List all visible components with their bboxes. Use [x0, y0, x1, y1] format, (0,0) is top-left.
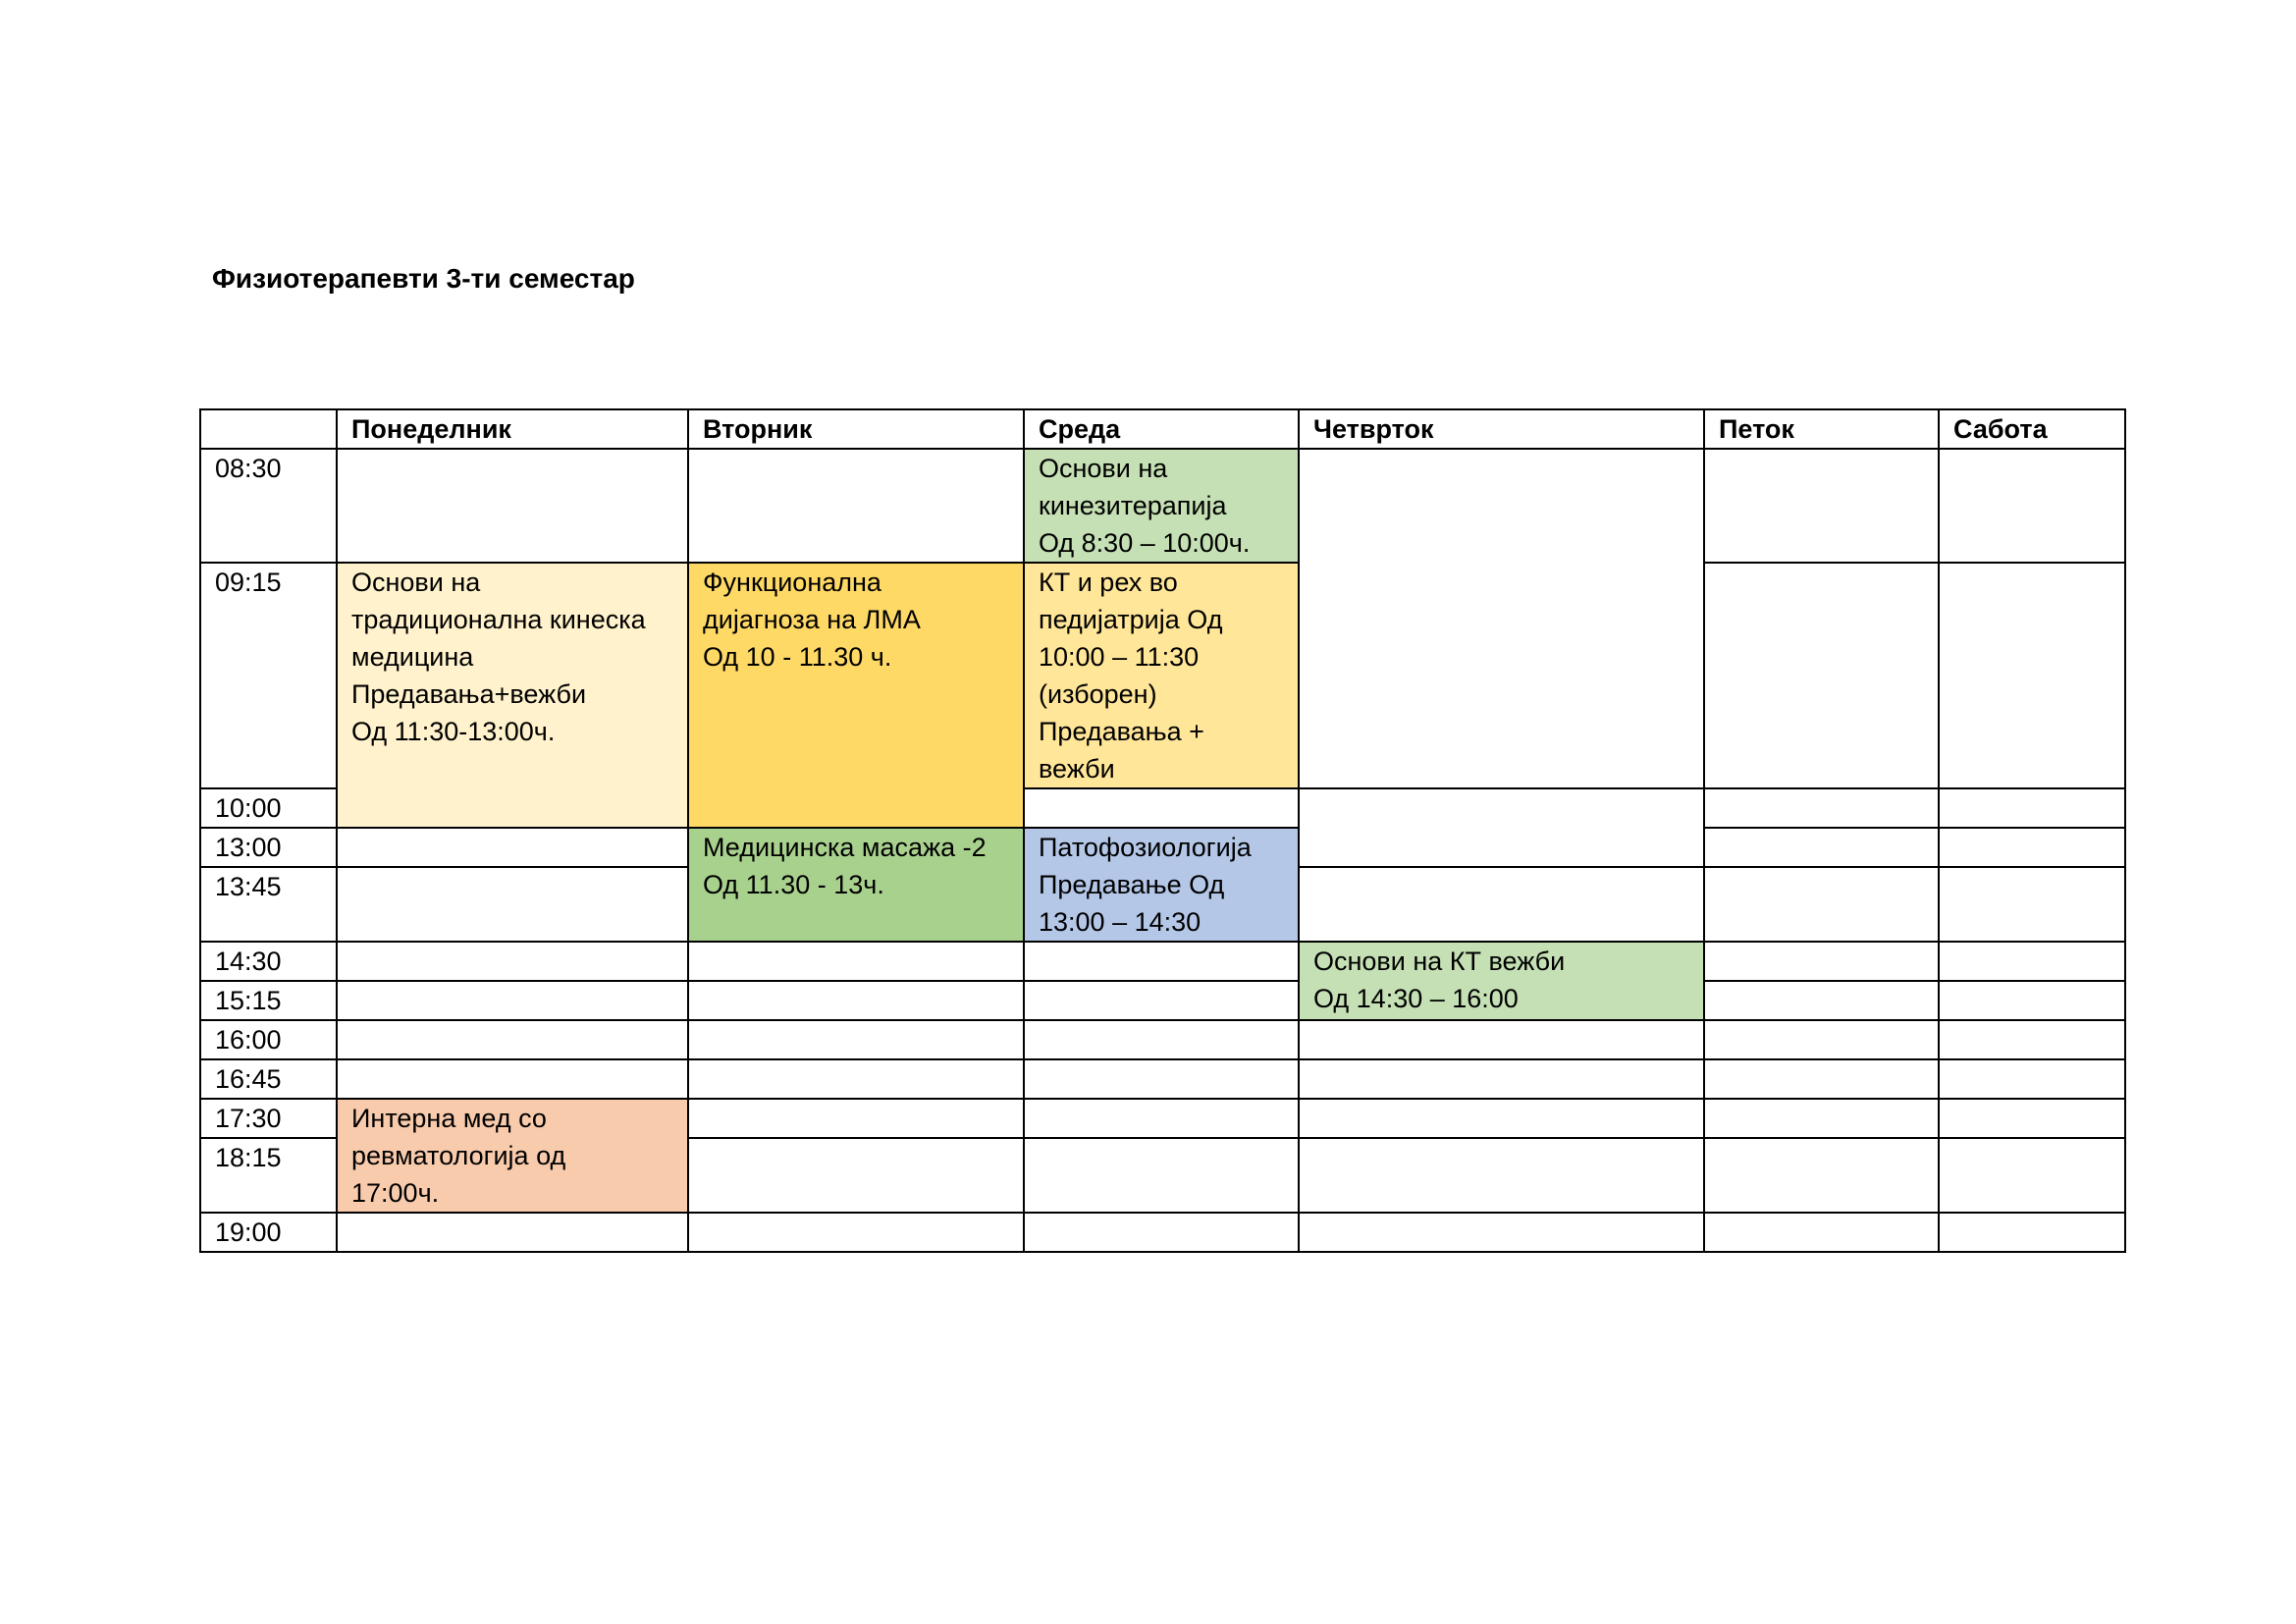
event-line: КТ и рех во: [1039, 568, 1178, 597]
table-row: [200, 1099, 2125, 1138]
time-cell: 08:30: [200, 449, 337, 563]
empty-cell: [1024, 1099, 1299, 1138]
table-row: [200, 1213, 2125, 1252]
time-cell: 10:00: [200, 788, 337, 828]
empty-cell: [1939, 449, 2125, 563]
empty-cell: [688, 1099, 1024, 1138]
table-row: [200, 449, 2125, 563]
header-day-friday: Петок: [1704, 409, 1939, 449]
empty-cell: [1939, 981, 2125, 1020]
page-title: Физиотерапевти 3-ти семестар: [212, 263, 635, 294]
header-day-wednesday: Среда: [1024, 409, 1299, 449]
event-line: 13:00 – 14:30: [1039, 907, 1201, 937]
empty-cell: [1024, 1059, 1299, 1099]
event-osnovi-kinezi: [1024, 449, 1299, 563]
event-line: Од 11.30 - 13ч.: [703, 870, 884, 899]
event-osnovi-kt-vezbi: [1299, 942, 1704, 1020]
event-line: 10:00 – 11:30: [1039, 642, 1200, 672]
header-day-monday: Понеделник: [337, 409, 688, 449]
empty-cell: [1024, 1213, 1299, 1252]
header-corner: [200, 409, 337, 449]
event-line: ревматологија од: [351, 1141, 566, 1170]
empty-cell: [1939, 867, 2125, 942]
header-day-tuesday: Вторник: [688, 409, 1024, 449]
event-line: (изборен): [1039, 679, 1157, 709]
empty-cell: [1704, 867, 1939, 942]
empty-cell: [1704, 449, 1939, 563]
table-row: [200, 563, 2125, 788]
event-line: Основи на КТ вежби: [1313, 947, 1566, 976]
event-line: кинезитерапија: [1039, 491, 1227, 520]
empty-cell: [337, 867, 688, 942]
schedule-table: [199, 408, 2126, 1253]
empty-cell: [1704, 563, 1939, 788]
header-row: [200, 409, 2125, 449]
empty-cell: [1704, 981, 1939, 1020]
time-cell: 15:15: [200, 981, 337, 1020]
empty-cell: [1939, 788, 2125, 828]
time-cell: 18:15: [200, 1138, 337, 1213]
event-line: традиционална кинеска: [351, 605, 646, 634]
table-row: [200, 1020, 2125, 1059]
empty-cell: [337, 1059, 688, 1099]
empty-cell: [1704, 1020, 1939, 1059]
empty-cell: [1299, 449, 1704, 788]
empty-cell: [337, 1213, 688, 1252]
empty-cell: [1299, 1213, 1704, 1252]
empty-cell: [337, 828, 688, 867]
empty-cell: [1939, 1138, 2125, 1213]
empty-cell: [1299, 867, 1704, 942]
empty-cell: [1299, 788, 1704, 867]
empty-cell: [1939, 1213, 2125, 1252]
empty-cell: [1939, 563, 2125, 788]
time-cell: 17:30: [200, 1099, 337, 1138]
event-line: Од 14:30 – 16:00: [1313, 984, 1519, 1013]
event-line: Интерна мед со: [351, 1104, 547, 1133]
empty-cell: [688, 1020, 1024, 1059]
event-line: Од 8:30 – 10:00ч.: [1039, 528, 1251, 558]
empty-cell: [1704, 1213, 1939, 1252]
event-line: 17:00ч.: [351, 1178, 440, 1208]
event-kt-pediatrija: [1024, 563, 1299, 788]
empty-cell: [688, 1213, 1024, 1252]
event-line: Предавања+вежби: [351, 679, 587, 709]
table-row: [200, 942, 2125, 981]
empty-cell: [337, 981, 688, 1020]
empty-cell: [1299, 1138, 1704, 1213]
empty-cell: [1704, 788, 1939, 828]
empty-cell: [337, 449, 688, 563]
event-line: Основи на: [351, 568, 481, 597]
table-row: [200, 1059, 2125, 1099]
empty-cell: [1024, 788, 1299, 828]
event-line: педијатрија Од: [1039, 605, 1223, 634]
empty-cell: [688, 942, 1024, 981]
empty-cell: [1024, 1020, 1299, 1059]
empty-cell: [1704, 1138, 1939, 1213]
table-row: [200, 981, 2125, 1020]
time-cell: 14:30: [200, 942, 337, 981]
empty-cell: [1704, 1099, 1939, 1138]
event-masaza: [688, 828, 1024, 942]
empty-cell: [1939, 1020, 2125, 1059]
empty-cell: [688, 1059, 1024, 1099]
empty-cell: [1024, 981, 1299, 1020]
event-line: медицина: [351, 642, 474, 672]
event-line: вежби: [1039, 754, 1115, 784]
empty-cell: [1704, 828, 1939, 867]
event-patofiziologija: [1024, 828, 1299, 942]
empty-cell: [688, 449, 1024, 563]
event-line: Предавање Од: [1039, 870, 1225, 899]
time-cell: 13:45: [200, 867, 337, 942]
event-line: Од 10 - 11.30 ч.: [703, 642, 892, 672]
empty-cell: [1939, 828, 2125, 867]
event-line: Медицинска масажа -2: [703, 833, 987, 862]
event-line: Предавања +: [1039, 717, 1204, 746]
event-funkcionalna: [688, 563, 1024, 828]
header-day-thursday: Четврток: [1299, 409, 1704, 449]
empty-cell: [1299, 1099, 1704, 1138]
time-cell: 09:15: [200, 563, 337, 788]
empty-cell: [1704, 1059, 1939, 1099]
empty-cell: [1024, 942, 1299, 981]
event-line: Од 11:30-13:00ч.: [351, 717, 556, 746]
time-cell: 16:45: [200, 1059, 337, 1099]
empty-cell: [688, 981, 1024, 1020]
empty-cell: [1939, 1059, 2125, 1099]
event-line: Функционална: [703, 568, 881, 597]
empty-cell: [337, 1020, 688, 1059]
empty-cell: [1024, 1138, 1299, 1213]
time-cell: 16:00: [200, 1020, 337, 1059]
empty-cell: [1704, 942, 1939, 981]
time-cell: 19:00: [200, 1213, 337, 1252]
time-cell: 13:00: [200, 828, 337, 867]
empty-cell: [1299, 1059, 1704, 1099]
table-row: [200, 828, 2125, 867]
empty-cell: [1939, 1099, 2125, 1138]
event-line: дијагноза на ЛМА: [703, 605, 921, 634]
empty-cell: [688, 1138, 1024, 1213]
event-line: Патофозиологија: [1039, 833, 1252, 862]
empty-cell: [1939, 942, 2125, 981]
header-day-saturday: Сабота: [1939, 409, 2125, 449]
event-tcm: [337, 563, 688, 828]
empty-cell: [1299, 1020, 1704, 1059]
event-interna: [337, 1099, 688, 1213]
empty-cell: [337, 942, 688, 981]
event-line: Основи на: [1039, 454, 1168, 483]
